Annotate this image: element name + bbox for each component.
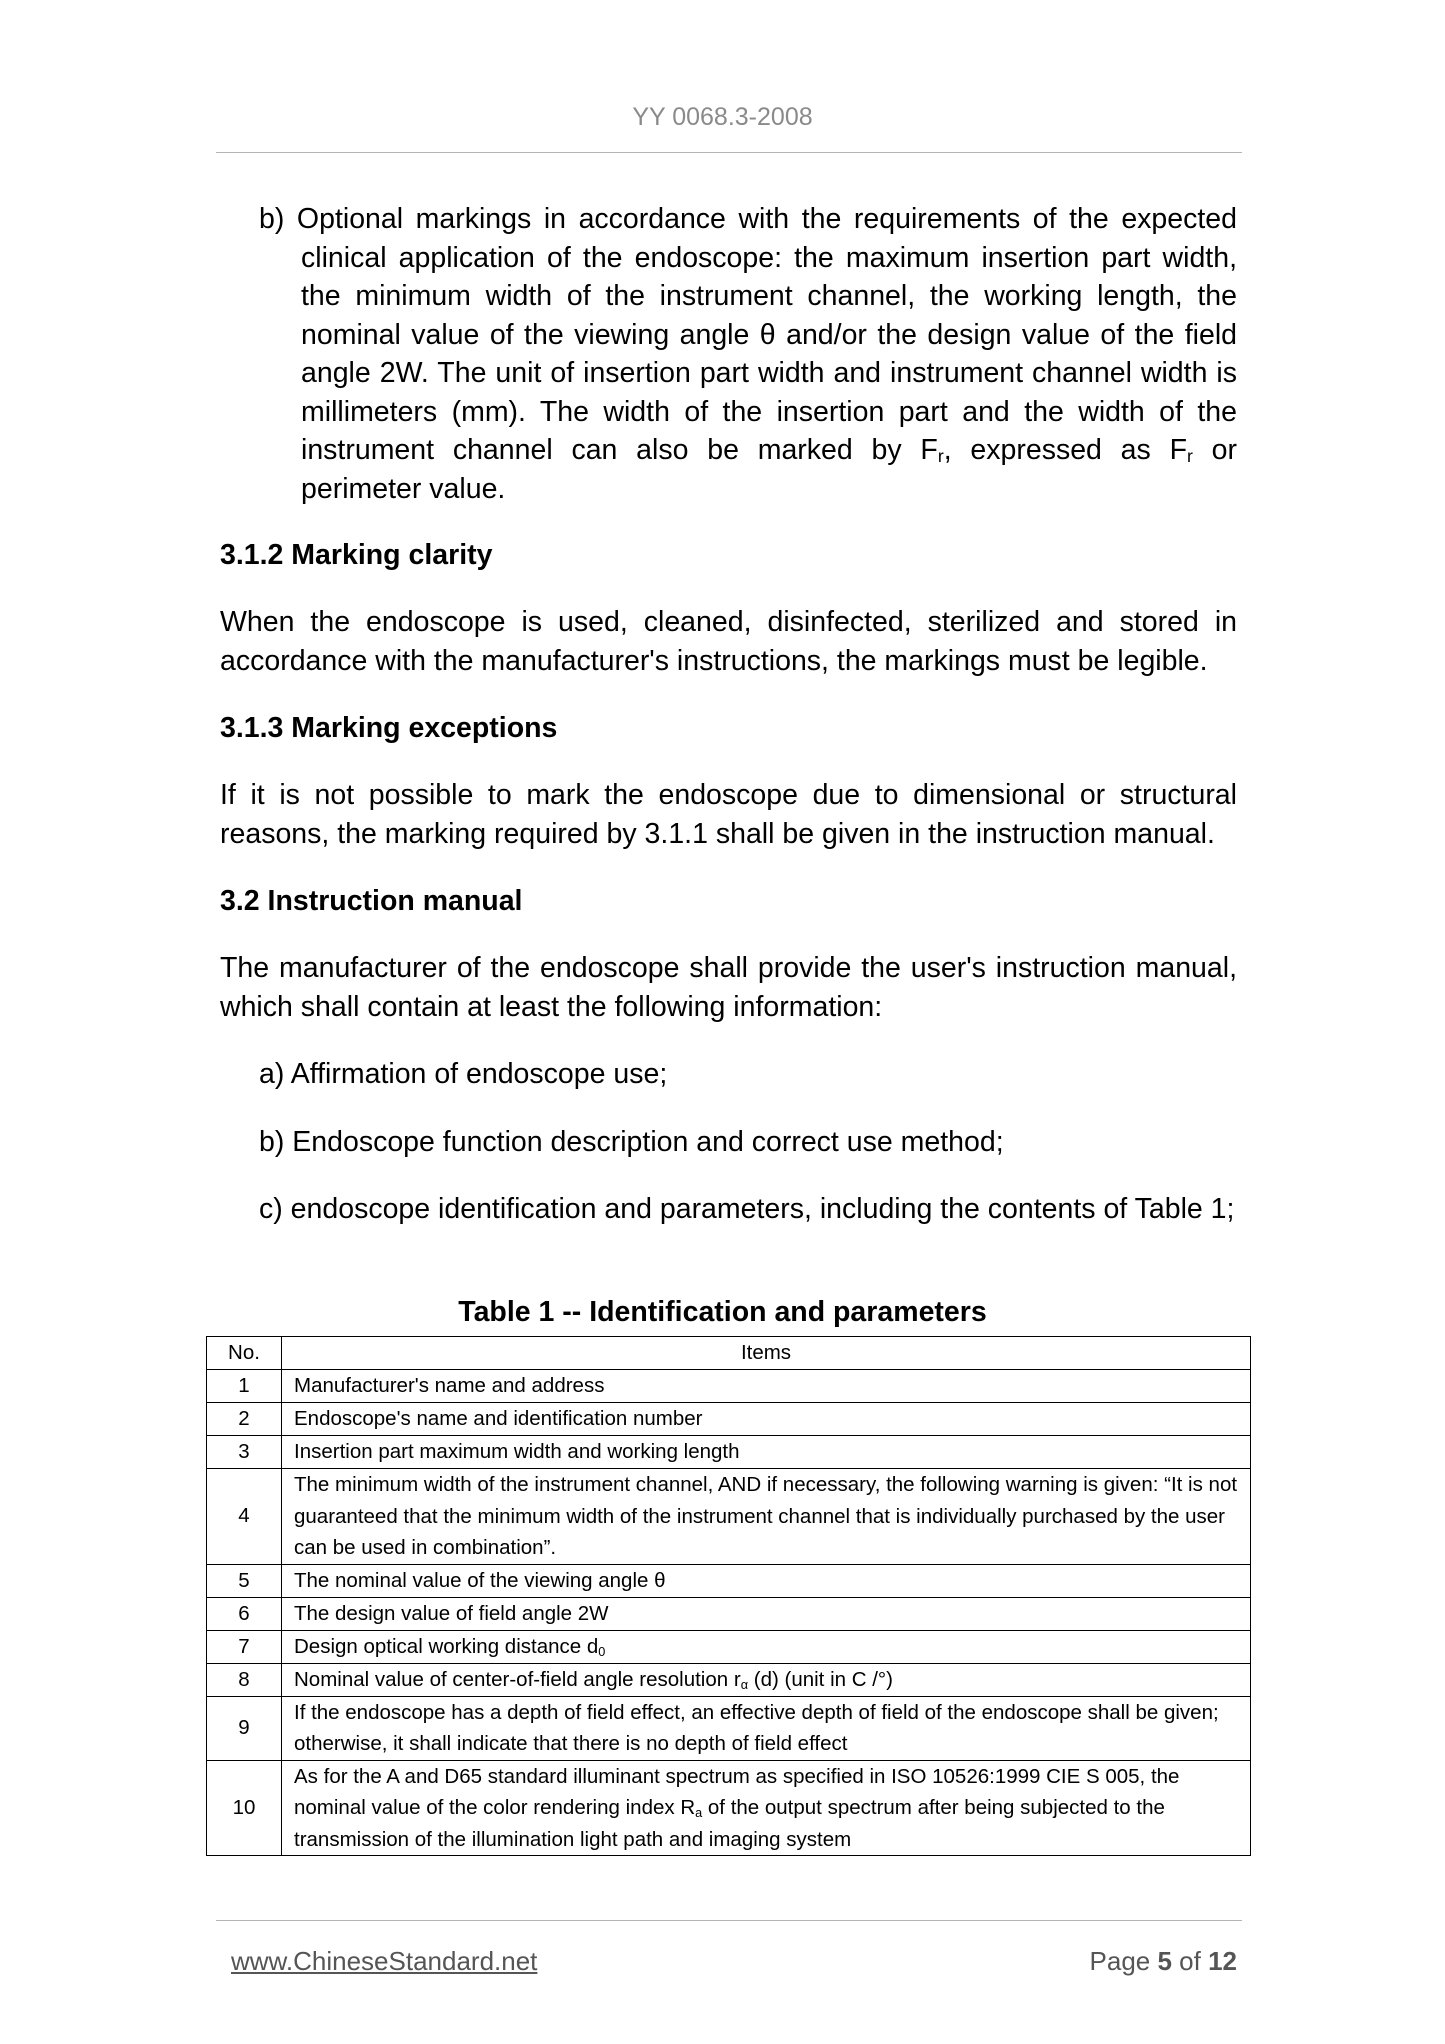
list-label: b) bbox=[259, 203, 285, 235]
list-text: , expressed as F bbox=[943, 434, 1187, 466]
section-heading-3-1-2: 3.1.2 Marking clarity bbox=[220, 539, 493, 571]
paragraph-3-1-3: If it is not possible to mark the endoscope due to dimensional or structural reasons, the marking required by 3.1.1 shall be given in the instruction manual. bbox=[220, 779, 1237, 850]
row-item-text: Manufacturer's name and address bbox=[282, 1370, 1251, 1403]
table-row bbox=[207, 1564, 1251, 1597]
list-label: b) bbox=[259, 1126, 285, 1158]
cell-text: Nominal value of center-of-field angle resolution r bbox=[294, 1667, 741, 1691]
row-number: 7 bbox=[207, 1630, 282, 1663]
table-row bbox=[207, 1436, 1251, 1469]
row-item-text: If the endoscope has a depth of field effect, an effective depth of field of the endoscope shall be given; otherwise, it shall indicate that there is no depth of field effect bbox=[282, 1696, 1251, 1760]
list-text: endoscope identification and parameters, including the contents of Table 1; bbox=[290, 1193, 1235, 1225]
row-number: 6 bbox=[207, 1597, 282, 1630]
list-item-c bbox=[259, 1190, 1237, 1229]
list-text: Optional markings in accordance with the requirements of the expected clinical application of the endoscope: the maximum insertion part width, the minimum width of the instrument channel, the working length, the nominal value of the viewing angle θ and/or the design value of the field angle 2W. The unit of insertion part width and instrument channel width is millimeters (mm). The width of the insertion part and the width of the instrument channel can also be marked by F bbox=[296, 203, 1237, 466]
table-row bbox=[207, 1696, 1251, 1760]
row-item-text bbox=[282, 1663, 1251, 1696]
table-row bbox=[207, 1370, 1251, 1403]
list-label: c) bbox=[259, 1193, 283, 1225]
subscript: α bbox=[740, 1676, 749, 1692]
table-row bbox=[207, 1760, 1251, 1856]
page-number bbox=[1090, 1946, 1237, 1977]
row-item-text: The design value of field angle 2W bbox=[282, 1597, 1251, 1630]
paragraph-3-1-2: When the endoscope is used, cleaned, disinfected, sterilized and stored in accordance with the manufacturer's instructions, the markings must be legible. bbox=[220, 606, 1237, 677]
page-of: of bbox=[1171, 1946, 1209, 1976]
list-text: Affirmation of endoscope use; bbox=[290, 1058, 668, 1090]
total-pages: 12 bbox=[1208, 1946, 1237, 1976]
table-row bbox=[207, 1403, 1251, 1436]
table-row bbox=[207, 1597, 1251, 1630]
subscript: r bbox=[937, 446, 944, 466]
row-item-text bbox=[282, 1630, 1251, 1663]
column-header-no: No. bbox=[207, 1337, 282, 1370]
header-rule bbox=[216, 152, 1242, 153]
table-row bbox=[207, 1630, 1251, 1663]
section-heading-3-1-3: 3.1.3 Marking exceptions bbox=[220, 712, 558, 744]
row-item-text bbox=[282, 1760, 1251, 1856]
row-item-text: The nominal value of the viewing angle θ bbox=[282, 1564, 1251, 1597]
document-header-id: YY 0068.3-2008 bbox=[632, 103, 813, 131]
list-item-b-markings bbox=[259, 200, 1237, 508]
table-caption: Table 1 -- Identification and parameters bbox=[458, 1296, 987, 1328]
cell-text: As for the A and D65 standard illuminant spectrum as specified in ISO 10526:1999 CIE S 005, the nominal value of the color rendering index R bbox=[294, 1764, 1180, 1819]
column-header-items: Items bbox=[282, 1337, 1251, 1370]
list-text: Endoscope function description and correct use method; bbox=[292, 1126, 1004, 1158]
subscript: r bbox=[1186, 446, 1193, 466]
row-item-text: Insertion part maximum width and working length bbox=[282, 1436, 1251, 1469]
row-number: 8 bbox=[207, 1663, 282, 1696]
row-number: 5 bbox=[207, 1564, 282, 1597]
row-item-text: The minimum width of the instrument channel, AND if necessary, the following warning is given: “It is not guaranteed that the minimum width of the instrument channel that is individually purchased by the user can be used in combination”. bbox=[282, 1469, 1251, 1565]
subscript: 0 bbox=[598, 1643, 606, 1659]
parameters-table bbox=[206, 1336, 1251, 1856]
list-item-a bbox=[259, 1055, 1259, 1094]
row-number: 9 bbox=[207, 1696, 282, 1760]
cell-text: Design optical working distance d bbox=[294, 1634, 599, 1658]
current-page: 5 bbox=[1157, 1946, 1172, 1976]
subscript: a bbox=[695, 1805, 703, 1820]
footer-rule bbox=[216, 1920, 1242, 1921]
page-prefix: Page bbox=[1089, 1946, 1158, 1976]
list-item-b bbox=[259, 1123, 1259, 1162]
table-row bbox=[207, 1663, 1251, 1696]
row-number: 4 bbox=[207, 1469, 282, 1565]
row-number: 1 bbox=[207, 1370, 282, 1403]
row-number: 10 bbox=[207, 1760, 282, 1856]
cell-text: of the output spectrum after being subjected to the transmission of the illumination light path and imaging system bbox=[294, 1796, 1165, 1851]
website-link[interactable]: www.ChineseStandard.net bbox=[231, 1946, 538, 1976]
row-item-text: Endoscope's name and identification number bbox=[282, 1403, 1251, 1436]
row-number: 3 bbox=[207, 1436, 282, 1469]
table-header-row bbox=[207, 1337, 1251, 1370]
row-number: 2 bbox=[207, 1403, 282, 1436]
table-row bbox=[207, 1469, 1251, 1565]
list-text: or perimeter value. bbox=[301, 434, 1237, 505]
cell-text: (d) (unit in C /°) bbox=[748, 1667, 893, 1691]
list-label: a) bbox=[259, 1058, 285, 1090]
paragraph-3-2: The manufacturer of the endoscope shall provide the user's instruction manual, which shall contain at least the following information: bbox=[220, 952, 1237, 1023]
section-heading-3-2: 3.2 Instruction manual bbox=[220, 885, 523, 917]
